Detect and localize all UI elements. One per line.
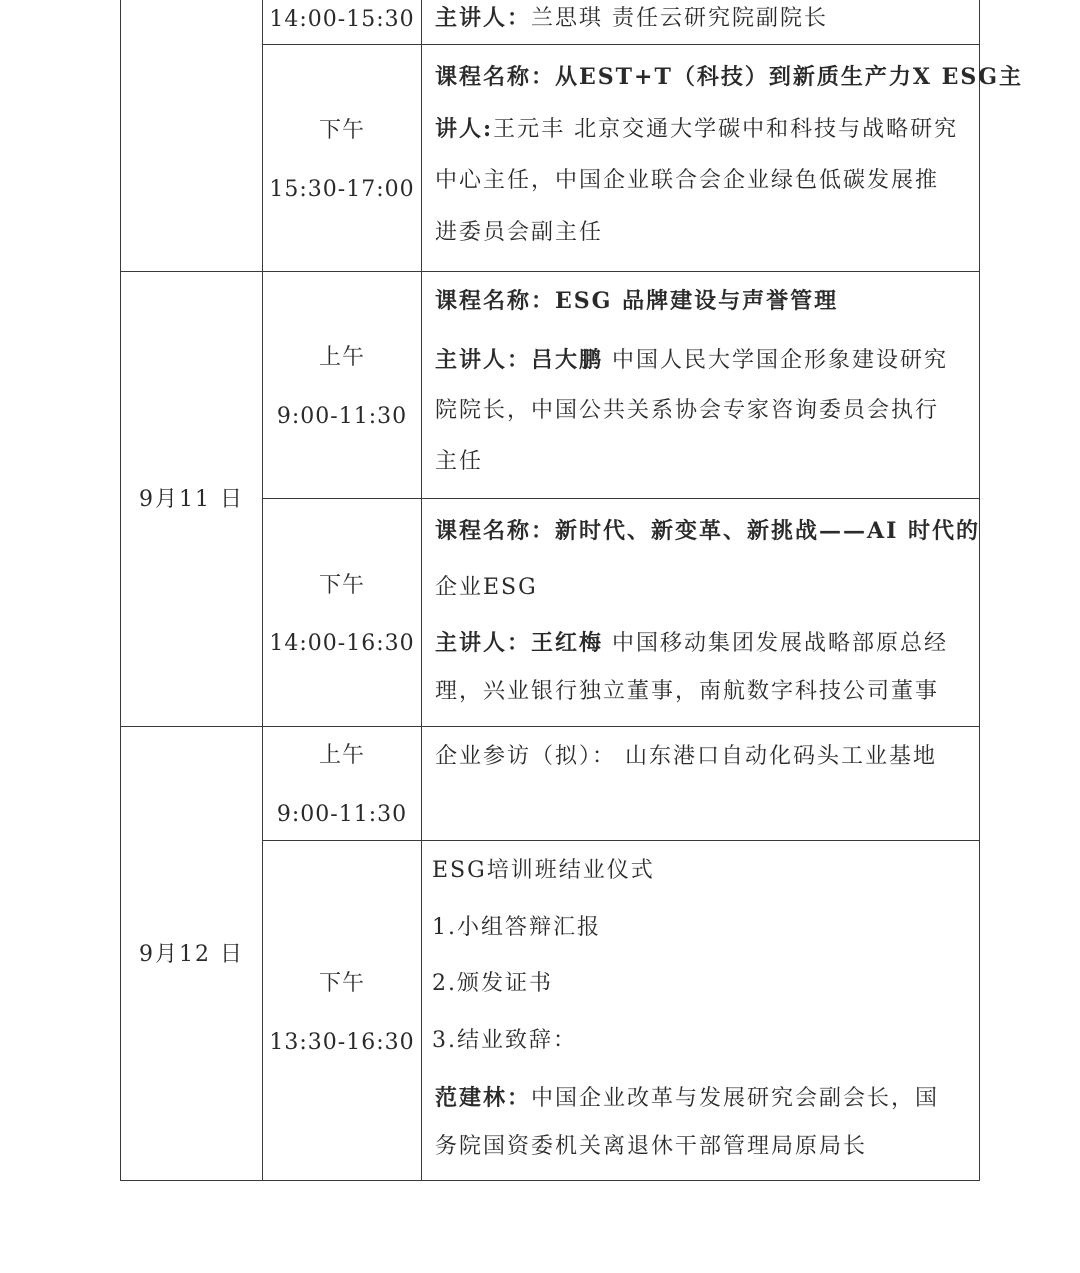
ceremony-item: 1.小组答辩汇报: [432, 915, 601, 940]
course-label: 课程名称：: [435, 288, 556, 314]
session-period: 上午: [318, 743, 365, 768]
course-name: ESG 品牌建设与声誉管理: [555, 288, 839, 314]
speaker-info-line: 院院长，中国公共关系协会专家咨询委员会执行: [435, 398, 940, 423]
table-border-left: [120, 0, 121, 1181]
speaker-info: 兰思琪 责任云研究院副院长: [531, 6, 829, 31]
course-label: 课程名称：: [435, 518, 556, 544]
session-time: 14:00-16:30: [269, 631, 415, 656]
course-name: 从EST+T（科技）到新质生产力X ESG主: [555, 64, 1024, 90]
course-title: [435, 520, 980, 543]
session-time: 15:30-17:00: [269, 177, 415, 202]
table-border-bottom: [120, 1180, 980, 1181]
speaker-label: 主讲人：: [435, 630, 532, 656]
ceremony-item: 2.颁发证书: [432, 971, 553, 996]
course-label: 课程名称：: [435, 64, 556, 90]
session-date: 9月11 日: [139, 487, 244, 512]
session-time: 9:00-11:30: [276, 404, 408, 429]
speaker-info: 中国人民大学国企形象建设研究: [603, 348, 949, 373]
row-divider: [120, 726, 980, 727]
speaker-label: 主讲人：: [435, 347, 532, 373]
course-name: 新时代、新变革、新挑战——AI 时代的: [555, 518, 981, 544]
row-divider: [120, 271, 980, 272]
course-title-line: 企业ESG: [435, 575, 538, 600]
speaker-name: 王红梅: [531, 630, 604, 656]
speaker-info-line: 进委员会副主任: [435, 220, 604, 245]
session-speaker: [435, 1087, 939, 1110]
course-title: [435, 66, 1023, 89]
table-border-right: [979, 0, 980, 1181]
session-period: 上午: [318, 345, 365, 370]
speaker-name: 范建林：: [435, 1085, 532, 1111]
session-time: 9:00-11:30: [276, 802, 408, 827]
row-divider: [262, 498, 980, 499]
row-divider: [262, 840, 980, 841]
speaker-info-line: 主任: [435, 449, 484, 474]
session-period: 下午: [318, 118, 365, 143]
session-time: 14:00-15:30: [269, 7, 415, 32]
table-divider-time: [421, 0, 422, 1181]
speaker-info: 王元丰 北京交通大学碳中和科技与战略研究: [493, 117, 959, 142]
session-speaker: [435, 7, 828, 30]
session-speaker: [435, 349, 948, 372]
session-speaker: [435, 118, 958, 141]
session-period: 下午: [318, 573, 365, 598]
session-period: 下午: [318, 971, 365, 996]
session-date: 9月12 日: [139, 942, 244, 967]
speaker-info: 中国移动集团发展战略部原总经: [603, 631, 949, 656]
session-time: 13:30-16:30: [269, 1030, 415, 1055]
session-speaker: [435, 632, 948, 655]
visit-info: 企业参访（拟）： 山东港口自动化码头工业基地: [435, 744, 937, 769]
speaker-info-line: 务院国资委机关离退休干部管理局原局长: [435, 1134, 868, 1159]
speaker-info-line: 中心主任，中国企业联合会企业绿色低碳发展推: [435, 168, 940, 193]
ceremony-title: ESG培训班结业仪式: [432, 858, 655, 883]
row-divider: [262, 44, 980, 45]
speaker-info-line: 理，兴业银行独立董事，南航数字科技公司董事: [435, 679, 940, 704]
speaker-label: 讲人:: [435, 116, 494, 142]
speaker-info: 中国企业改革与发展研究会副会长，国: [531, 1086, 940, 1111]
course-title: [435, 290, 838, 313]
speaker-name: 吕大鹏: [531, 347, 604, 373]
ceremony-item: 3.结业致辞：: [432, 1028, 577, 1053]
speaker-label: 主讲人：: [435, 5, 532, 31]
